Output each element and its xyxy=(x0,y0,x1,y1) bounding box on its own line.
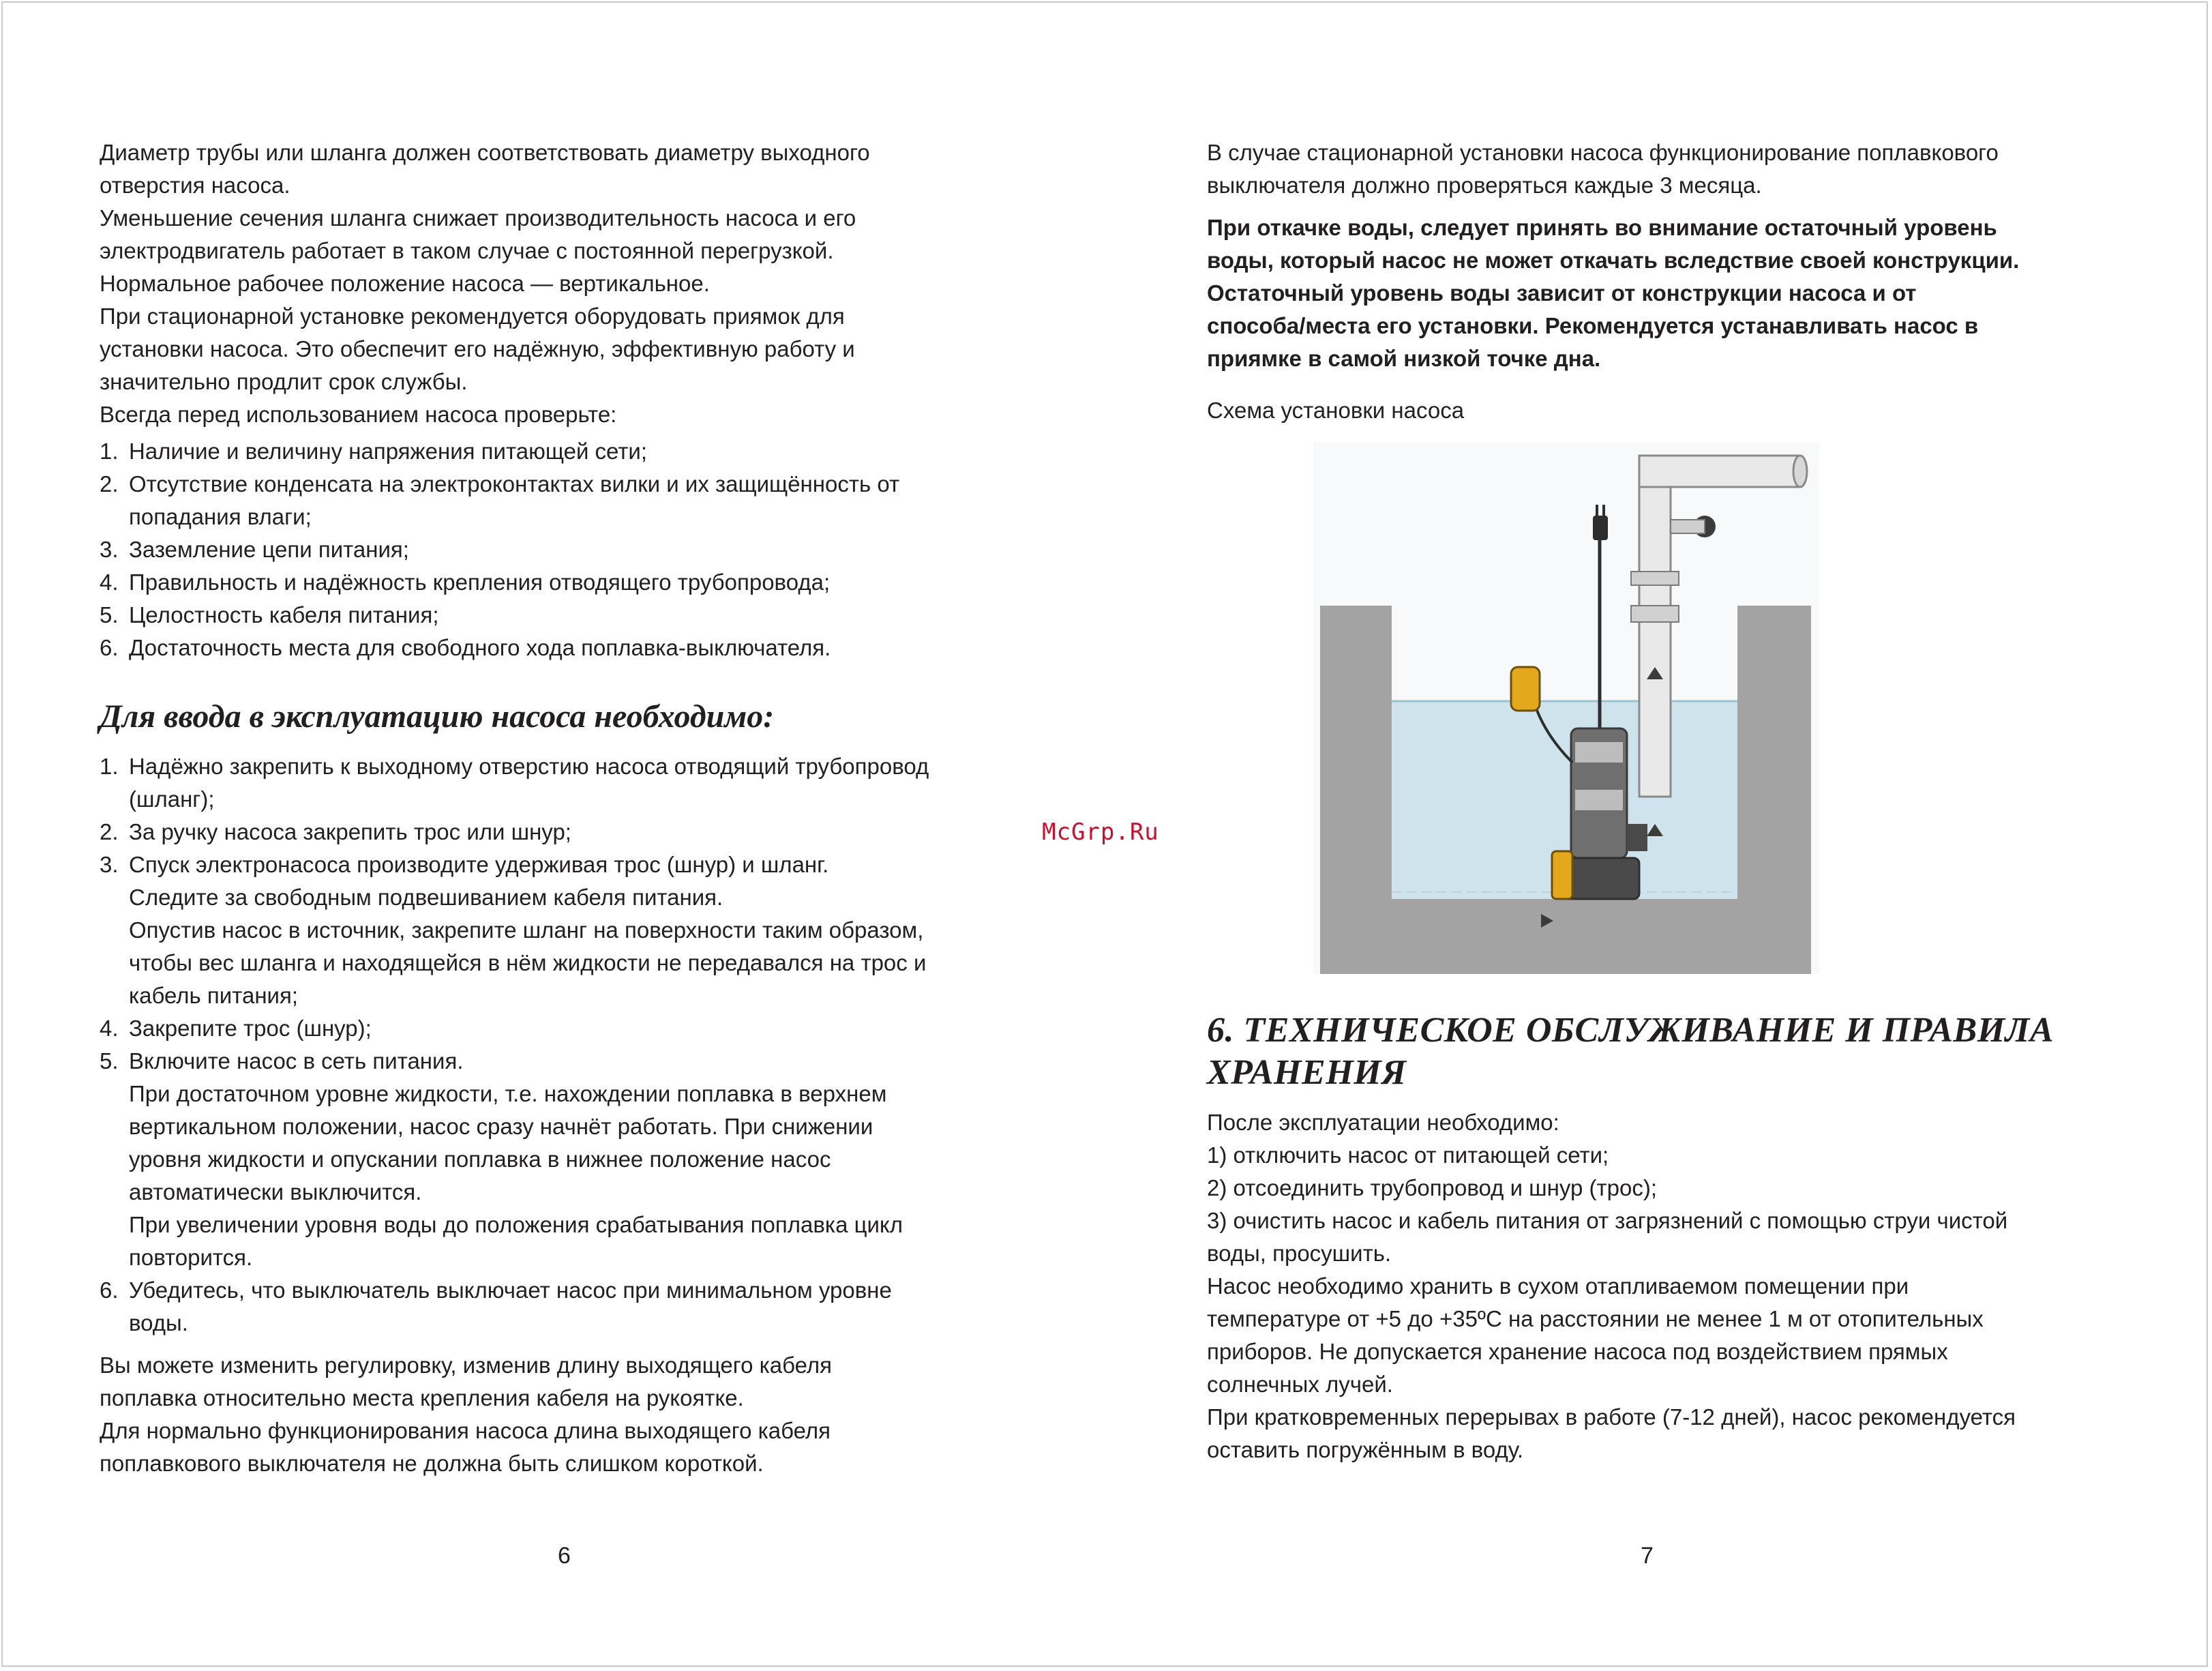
right-intro-line: выключателя должно проверяться каждые 3 месяца. xyxy=(1207,173,1762,198)
page-number-right: 7 xyxy=(1641,1543,1654,1569)
maintenance-line: оставить погружённым в воду. xyxy=(1207,1437,1524,1462)
step-item: 2. За ручку насоса закрепить трос или шнур; xyxy=(100,819,571,844)
intro-line: электродвигатель работает в таком случае с постоянной перегрузкой. xyxy=(100,238,834,263)
check-list-item: 2. Отсутствие конденсата на электроконтактах вилки и их защищённость от попадания влаги; xyxy=(100,471,900,529)
maintenance-text xyxy=(1207,1106,2127,1466)
maintenance-line: температуре от +5 до +35ºС на расстоянии не менее 1 м от отопительных xyxy=(1207,1306,1984,1331)
outro-line: поплавка относительно места крепления кабеля на рукоятке. xyxy=(100,1385,744,1410)
steps-list xyxy=(100,750,1020,1340)
pipe-coupling xyxy=(1631,572,1679,585)
check-list-item: 3. Заземление цепи питания; xyxy=(100,537,409,562)
left-intro xyxy=(100,136,1020,431)
check-list-item: 1. Наличие и величину напряжения питающей сети; xyxy=(100,439,648,464)
outro-line: Вы можете изменить регулировку, изменив длину выходящего кабеля xyxy=(100,1352,833,1378)
intro-line: значительно продлит срок службы. xyxy=(100,369,468,394)
intro-line: Нормальное рабочее положение насоса — вертикальное. xyxy=(100,271,710,296)
warning-line: приямке в самой низкой точке дна. xyxy=(1207,346,1601,371)
pipe-coupling xyxy=(1631,606,1679,622)
step-item: 4. Закрепите трос (шнур); xyxy=(100,1016,372,1041)
step-item: 3. Спуск электронасоса производите удерживая трос (шнур) и шланг. Следите за свободным подвешиванием кабеля питания. Опустив насос в источник, закрепите шланг на поверхности таким образом, чтобы вес шланга и находящейся в нём жидкости не передавался на трос и кабель питания; xyxy=(100,852,927,1008)
intro-line: отверстия насоса. xyxy=(100,173,290,198)
page-number-left: 6 xyxy=(558,1543,571,1569)
pump-outlet xyxy=(1627,824,1647,851)
intro-line: Диаметр трубы или шланга должен соответствовать диаметру выходного xyxy=(100,140,870,165)
maintenance-line: воды, просушить. xyxy=(1207,1241,1392,1266)
pump-band xyxy=(1575,742,1623,763)
step-item: 5. Включите насос в сеть питания. При достаточном уровне жидкости, т.е. нахождении поплавка в верхнем вертикальном положении, насос сразу начнёт работать. При снижении уровня жидкости и опускании поплавка в нижнее положение насос автоматически выключится. При увеличении уровня воды до положения срабатывания поплавка цикл повторится. xyxy=(100,1048,903,1270)
watermark-link[interactable]: McGrp.Ru xyxy=(1042,818,1159,846)
power-plug xyxy=(1593,516,1608,540)
check-list-item: 6. Достаточность места для свободного хода поплавка-выключателя. xyxy=(100,635,831,660)
figure-caption: Схема установки насоса xyxy=(1207,398,1465,423)
step-item: 6. Убедитесь, что выключатель выключает насос при минимальном уровне воды. xyxy=(100,1277,892,1335)
outlet-pipe xyxy=(1639,456,1800,487)
pump-installation-diagram xyxy=(1313,442,1819,974)
outro-line: поплавкового выключателя не должна быть слишком короткой. xyxy=(100,1451,764,1476)
maintenance-line: После эксплуатации необходимо: xyxy=(1207,1110,1559,1135)
warning-line: способа/места его установки. Рекомендуется устанавливать насос в xyxy=(1207,313,1979,338)
outro-line: Для нормально функционирования насоса длина выходящего кабеля xyxy=(100,1418,831,1443)
left-outro xyxy=(100,1349,1020,1480)
maintenance-line: При кратковременных перерывах в работе (7-12 дней), насос рекомендуется xyxy=(1207,1404,2016,1430)
float-switch-low xyxy=(1552,851,1572,899)
float-switch xyxy=(1511,667,1540,711)
diagram-svg xyxy=(1313,442,1819,974)
check-list-item: 5. Целостность кабеля питания; xyxy=(100,602,439,627)
left-page xyxy=(100,136,1020,1480)
residual-water-warning xyxy=(1207,211,2127,375)
section-heading: ХРАНЕНИЯ xyxy=(1207,1053,1407,1092)
discharge-pipe xyxy=(1639,469,1671,797)
right-page xyxy=(1207,136,2127,427)
warning-line: воды, который насос не может откачать вследствие своей конструкции. xyxy=(1207,248,2020,273)
pipe-end xyxy=(1793,456,1807,487)
warning-line: При откачке воды, следует принять во внимание остаточный уровень xyxy=(1207,215,1997,240)
intro-line: установки насоса. Это обеспечит его надёжную, эффективную работу и xyxy=(100,336,855,361)
check-list xyxy=(100,435,1020,664)
check-list-item: 4. Правильность и надёжность крепления отводящего трубопровода; xyxy=(100,570,831,595)
warning-line: Остаточный уровень воды зависит от конструкции насоса и от xyxy=(1207,280,1917,306)
step-item: 1. Надёжно закрепить к выходному отверстию насоса отводящий трубопровод (шланг); xyxy=(100,754,929,812)
maintenance-line: приборов. Не допускается хранение насоса под воздействием прямых xyxy=(1207,1339,1948,1364)
maintenance-line: Насос необходимо хранить в сухом отапливаемом помещении при xyxy=(1207,1273,1909,1299)
valve-body xyxy=(1671,520,1705,533)
right-intro-line: В случае стационарной установки насоса функционирование поплавкового xyxy=(1207,140,1999,165)
maintenance-line: 3) очистить насос и кабель питания от загрязнений с помощью струи чистой xyxy=(1207,1208,2008,1233)
maintenance-line: 1) отключить насос от питающей сети; xyxy=(1207,1142,1609,1168)
maintenance-line: 2) отсоединить трубопровод и шнур (трос); xyxy=(1207,1175,1657,1200)
maintenance-line: солнечных лучей. xyxy=(1207,1372,1393,1397)
pump-band xyxy=(1575,790,1623,810)
intro-line: Всегда перед использованием насоса проверьте: xyxy=(100,402,617,427)
commissioning-heading: Для ввода в эксплуатацию насоса необходимо: xyxy=(100,698,775,735)
section-heading: 6. ТЕХНИЧЕСКОЕ ОБСЛУЖИВАНИЕ И ПРАВИЛА xyxy=(1207,1011,2054,1050)
intro-line: При стационарной установке рекомендуется оборудовать приямок для xyxy=(100,304,845,329)
maintenance-section xyxy=(1207,1009,2127,1466)
intro-line: Уменьшение сечения шланга снижает производительность насоса и его xyxy=(100,205,856,231)
